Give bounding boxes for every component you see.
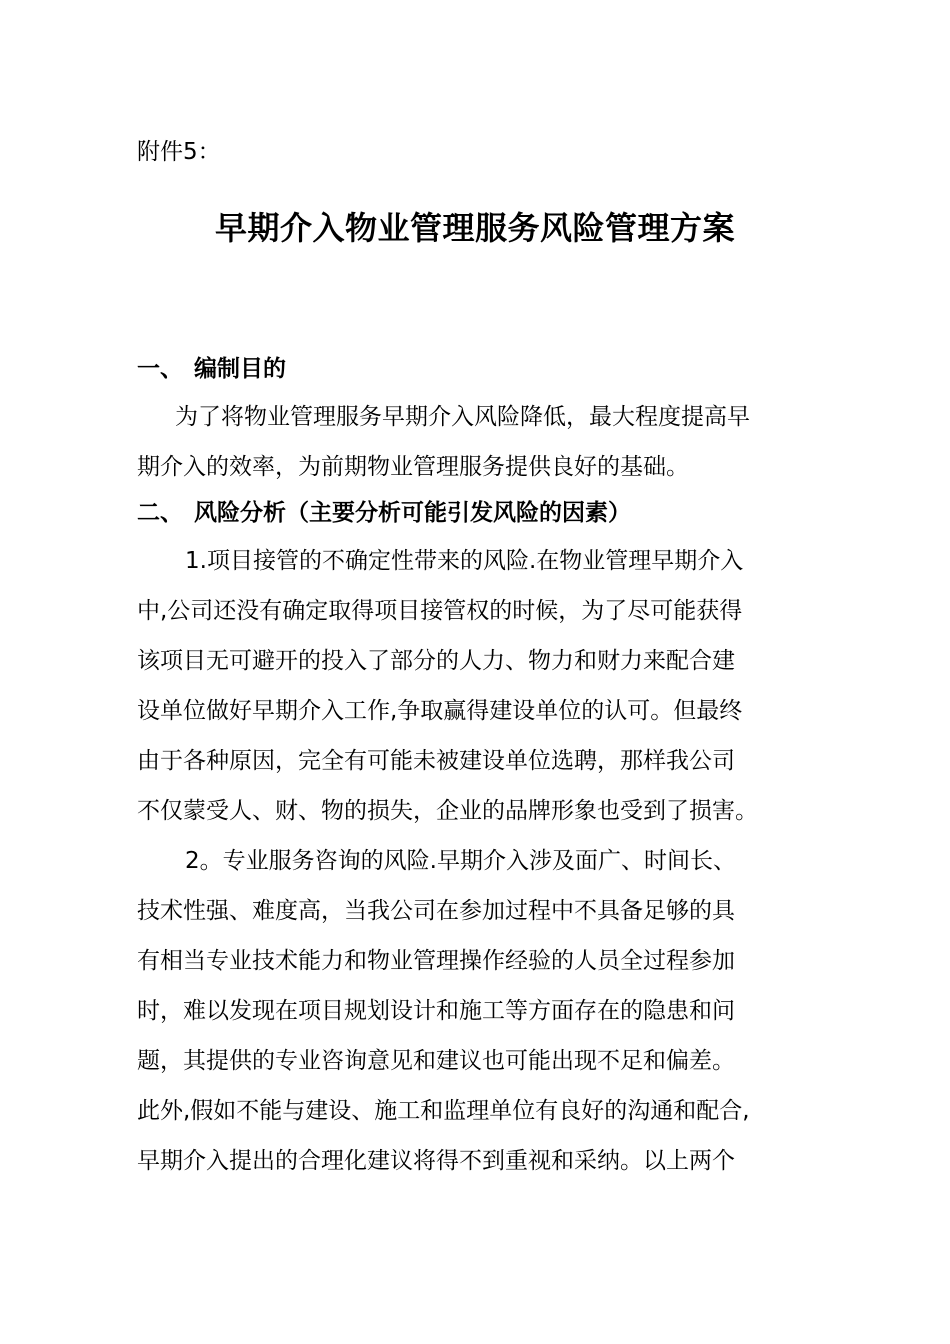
paragraph-line: 2。专业服务咨询的风险.早期介入涉及面广、时间长、	[185, 848, 736, 874]
paragraph-line: 期介入的效率，为前期物业管理服务提供良好的基础。	[137, 454, 689, 480]
paragraph-line: 1.项目接管的不确定性带来的风险.在物业管理早期介入	[185, 548, 744, 574]
section-title-2: 风险分析（主要分析可能引发风险的因素）	[194, 500, 631, 526]
section-2-paragraph-1	[137, 536, 817, 836]
section-number-1: 一、	[137, 356, 183, 382]
attachment-label: 附件5：	[137, 139, 221, 165]
paragraph-line: 由于各种原因，完全有可能未被建设单位选聘，那样我公司	[137, 748, 735, 774]
section-1-paragraph	[137, 392, 817, 492]
section-heading-1	[137, 350, 817, 388]
paragraph-line: 技术性强、难度高，当我公司在参加过程中不具备足够的具	[137, 898, 735, 924]
paragraph-line: 不仅蒙受人、财、物的损失，企业的品牌形象也受到了损害。	[137, 798, 758, 824]
paragraph-line: 题，其提供的专业咨询意见和建议也可能出现不足和偏差。	[137, 1048, 735, 1074]
paragraph-line: 时，难以发现在项目规划设计和施工等方面存在的隐患和问	[137, 998, 735, 1024]
section-number-2: 二、	[137, 500, 183, 526]
paragraph-line: 有相当专业技术能力和物业管理操作经验的人员全过程参加	[137, 948, 735, 974]
section-2-paragraph-2	[137, 836, 817, 1186]
document-body	[137, 350, 817, 1186]
paragraph-line: 设单位做好早期介入工作,争取赢得建设单位的认可。但最终	[137, 698, 743, 724]
paragraph-line: 早期介入提出的合理化建议将得不到重视和采纳。以上两个	[137, 1148, 735, 1174]
document-title: 早期介入物业管理服务风险管理方案	[214, 209, 735, 247]
paragraph-line: 该项目无可避开的投入了部分的人力、物力和财力来配合建	[137, 648, 735, 674]
section-title-1: 编制目的	[194, 356, 286, 382]
section-heading-2	[137, 494, 817, 532]
paragraph-line: 此外,假如不能与建设、施工和监理单位有良好的沟通和配合,	[137, 1098, 750, 1124]
paragraph-line: 中,公司还没有确定取得项目接管权的时候，为了尽可能获得	[137, 598, 743, 624]
paragraph-line: 为了将物业管理服务早期介入风险降低，最大程度提高早	[175, 404, 750, 430]
